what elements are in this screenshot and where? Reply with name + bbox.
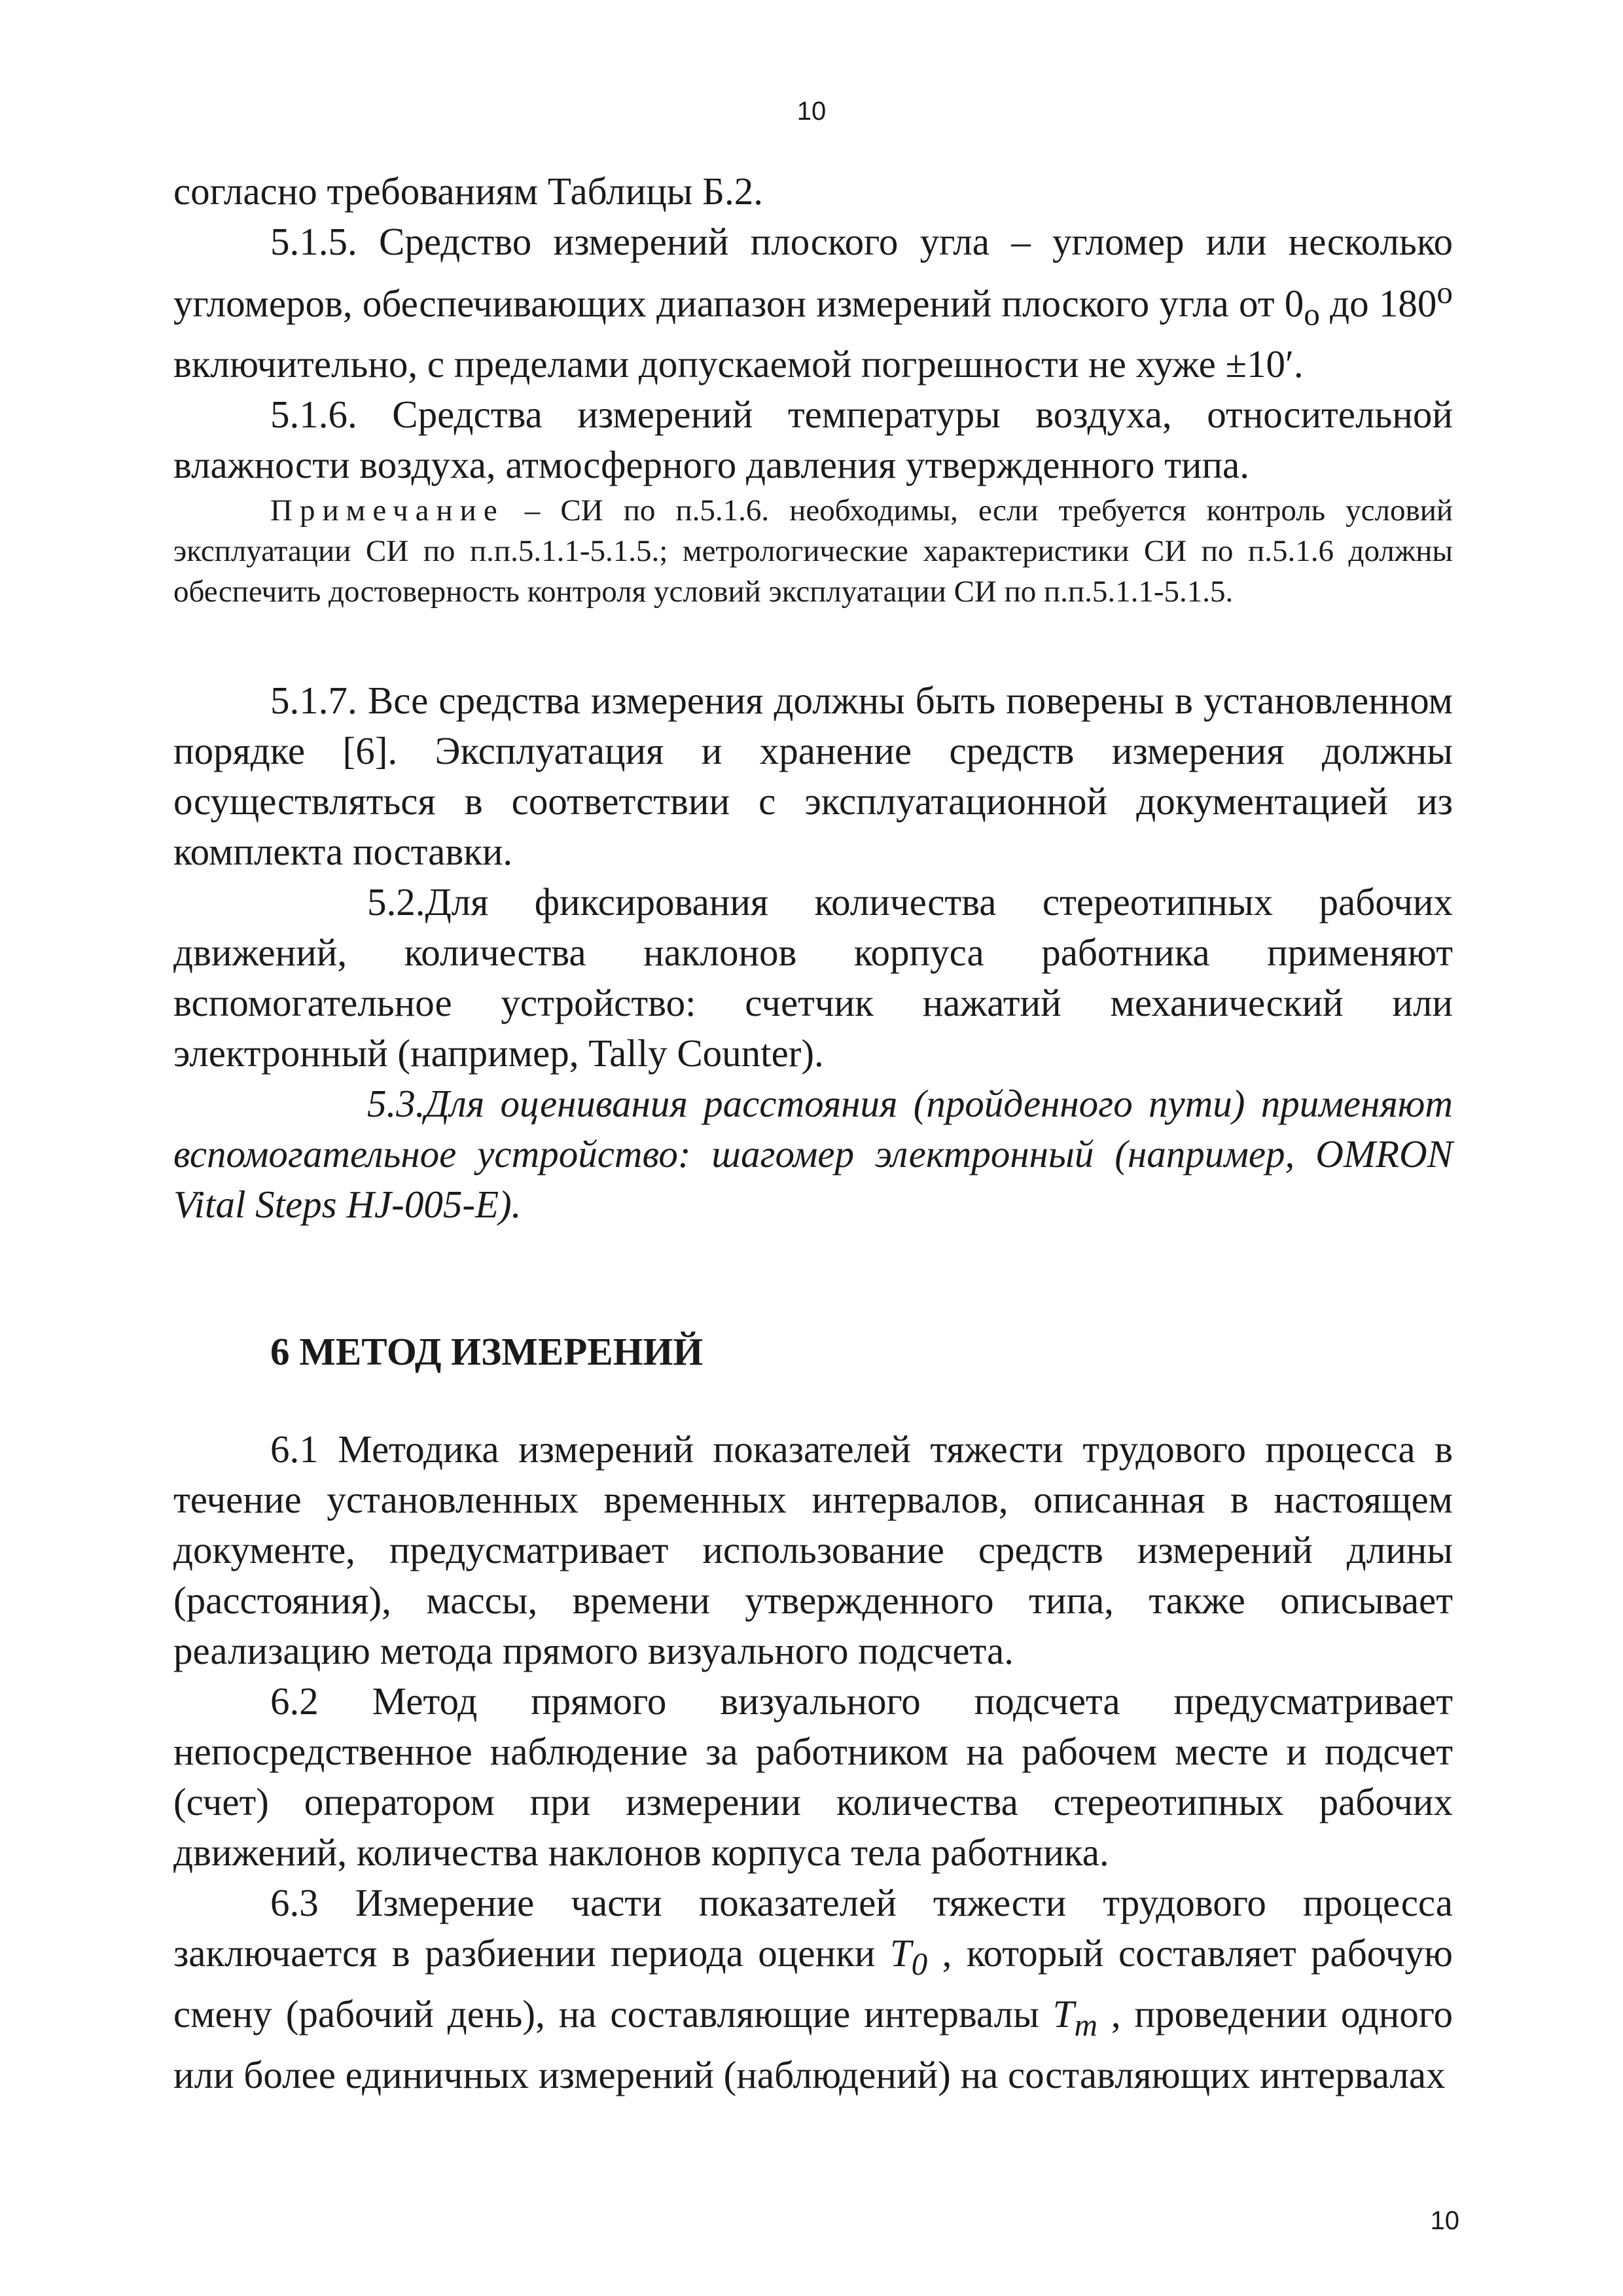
p515-text-c: включительно, с пределами допускаемой погрешности не хуже ±10′. (173, 342, 1304, 386)
p53-number: 5.3. (367, 1082, 425, 1126)
p515-subscript: о (1304, 296, 1320, 332)
footer-page-number: 10 (1430, 2206, 1459, 2235)
paragraph-5-1-5 (173, 217, 1453, 389)
t0-symbol: T (889, 1931, 912, 1975)
t0-subscript: 0 (911, 1946, 928, 1982)
section-heading-6: 6 МЕТОД ИЗМЕРЕНИЙ (270, 1330, 704, 1374)
tm-symbol: T (1052, 1992, 1075, 2036)
p53-text: Для оценивания расстояния (пройденного пути) применяют вспомогательное устройство: шагомер электронный (например, OMRON Vital Steps HJ-005-E). (173, 1082, 1453, 1227)
note-text: – СИ по п.5.1.6. необходимы, если требуется контроль условий эксплуатации СИ по п.п.5.1.1-5.1.5.; метрологические характеристики СИ по п.5.1.6 должны обеспечить достоверность контроля условий эксплуатации СИ по п.п.5.1.1-5.1.5. (173, 493, 1453, 609)
p63-text-b: , который составляет рабочую смену (рабочий день), на составляющие интервалы (173, 1931, 1453, 2036)
p63-text-c: , проведении одного или более единичных измерений (наблюдений) на составляющих интервалах (173, 1992, 1453, 2097)
paragraph-continuation: согласно требованиям Таблицы Б.2. (173, 170, 764, 213)
paragraph-6-3 (173, 1878, 1453, 2100)
paragraph-6-2: 6.2 Метод прямого визуального подсчета предусматривает непосредственное наблюдение за работником на рабочем месте и подсчет (счет) оператором при измерении количества стереотипных рабочих движений, количества наклонов корпуса тела работника. (173, 1679, 1453, 1874)
p52-number: 5.2. (367, 880, 425, 924)
paragraph-6-1: 6.1 Методика измерений показателей тяжести трудового процесса в течение установленных временных интервалов, описанная в настоящем документе, предусматривает использование средств измерений длины (расстояния), массы, времени утвержденного типа, также описывает реализацию метода прямого визуального подсчета. (173, 1427, 1453, 1673)
p52-text: Для фиксирования количества стереотипных рабочих движений, количества наклонов корпуса работника применяют вспомогательное устройство: счетчик нажатий механический или электронный (например, Tally Counter). (173, 880, 1453, 1075)
paragraph-5-1-7: 5.1.7. Все средства измерения должны быть поверены в установленном порядке [6]. Эксплуатация и хранение средств измерения должны осуществляться в соответствии с эксплуатационной документацией из комплекта поставки. (173, 679, 1453, 874)
header-page-number: 10 (796, 97, 827, 126)
note-label: Примечание (270, 493, 505, 528)
p63-text-a: 6.3 Измерение части показателей тяжести трудового процесса заключается в разбиении периода оценки (173, 1881, 1453, 1975)
p515-superscript: о (1436, 274, 1453, 310)
p515-text-a: 5.1.5. Средство измерений плоского угла – угломер или несколько угломеров, обеспечивающих диапазон измерений плоского угла от 0 (173, 220, 1453, 325)
p515-text-b: до 180 (1319, 281, 1437, 325)
paragraph-5-2 (173, 877, 1453, 1079)
document-body (173, 166, 1453, 2100)
note (173, 490, 1453, 612)
paragraph-5-1-6: 5.1.6. Средства измерений температуры воздуха, относительной влажности воздуха, атмосферного давления утвержденного типа. (173, 393, 1453, 487)
tm-subscript: m (1074, 2007, 1097, 2043)
paragraph-5-3 (173, 1079, 1453, 1230)
